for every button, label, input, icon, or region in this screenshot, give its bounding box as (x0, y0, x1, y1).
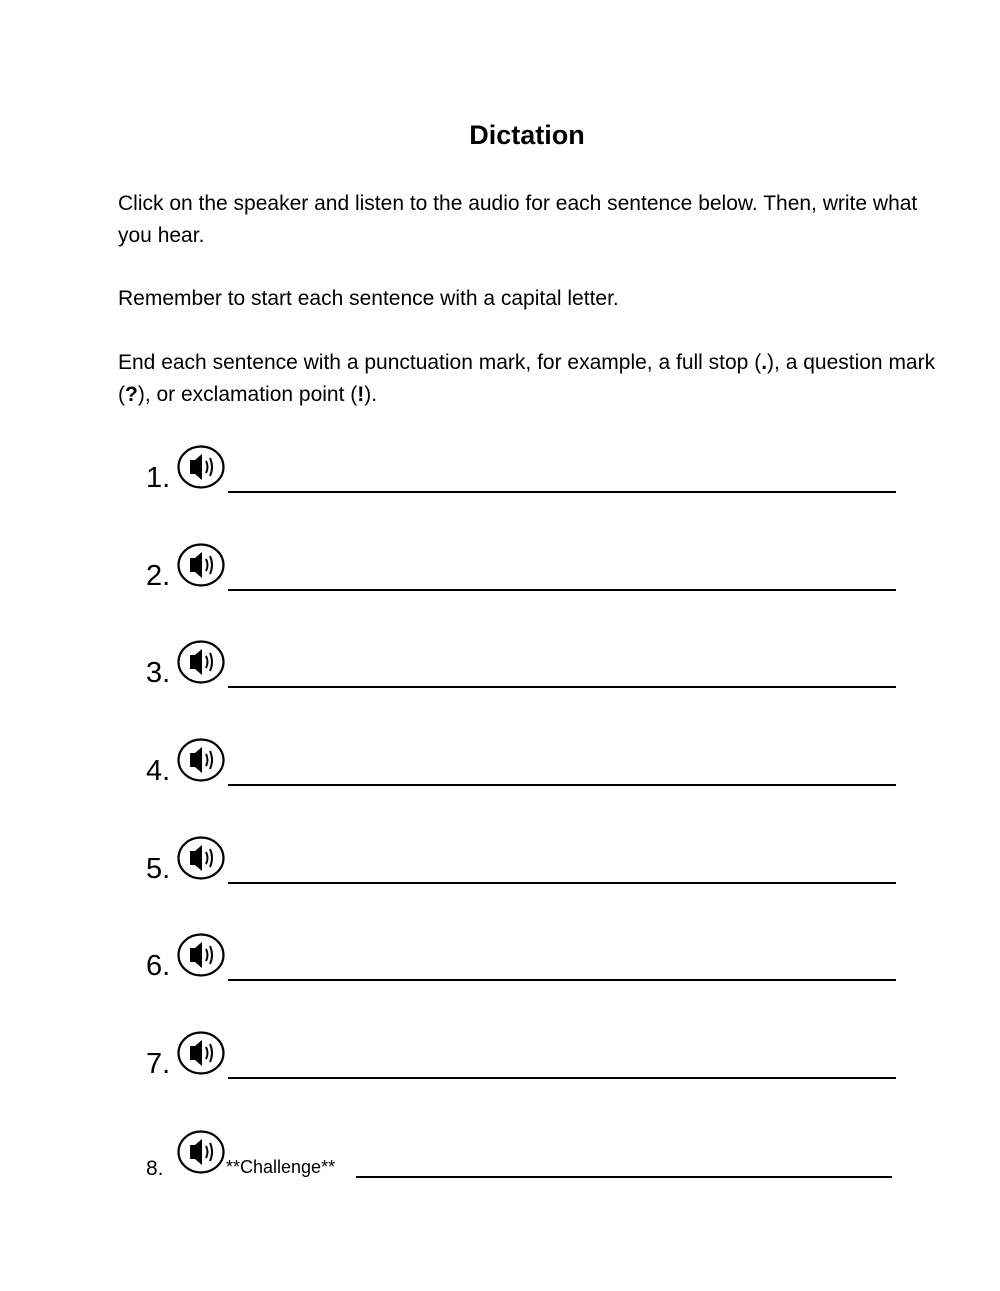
item-number: 8. (146, 1157, 164, 1180)
answer-line[interactable] (228, 491, 896, 493)
dictation-item-8 (0, 1130, 1000, 1200)
dictation-item-1 (0, 445, 1000, 515)
speaker-icon[interactable] (177, 738, 225, 782)
speaker-icon[interactable] (177, 1130, 225, 1174)
dictation-item-4 (0, 738, 1000, 808)
answer-line[interactable] (228, 1077, 896, 1079)
item-number: 1. (146, 462, 171, 494)
page-title: Dictation (469, 120, 585, 150)
answer-line[interactable] (228, 882, 896, 884)
answer-line[interactable] (228, 979, 896, 981)
dictation-item-5 (0, 836, 1000, 906)
dictation-item-2 (0, 543, 1000, 613)
item-number: 3. (146, 657, 171, 689)
answer-line[interactable] (228, 589, 896, 591)
speaker-icon[interactable] (177, 640, 225, 684)
dictation-item-3 (0, 640, 1000, 710)
answer-line[interactable] (228, 686, 896, 688)
dictation-item-7 (0, 1031, 1000, 1101)
speaker-icon[interactable] (177, 543, 225, 587)
challenge-label: **Challenge** (226, 1157, 336, 1177)
instruction-capital: Remember to start each sentence with a capital letter. (118, 287, 619, 310)
speaker-icon[interactable] (177, 1031, 225, 1075)
answer-line[interactable] (228, 784, 896, 786)
instruction-punctuation: End each sentence with a punctuation mark, for example, a full stop (.), a question mark (?), or exclamation point (!). (118, 351, 936, 406)
speaker-icon[interactable] (177, 445, 225, 489)
speaker-icon[interactable] (177, 933, 225, 977)
speaker-icon[interactable] (177, 836, 225, 880)
instruction-listen: Click on the speaker and listen to the audio for each sentence below. Then, write what you hear. (118, 192, 918, 247)
item-number: 2. (146, 560, 171, 592)
item-number: 7. (146, 1048, 171, 1080)
dictation-item-6 (0, 933, 1000, 1003)
item-number: 4. (146, 755, 171, 787)
item-number: 6. (146, 950, 171, 982)
item-number: 5. (146, 853, 171, 885)
answer-line[interactable] (356, 1176, 892, 1178)
